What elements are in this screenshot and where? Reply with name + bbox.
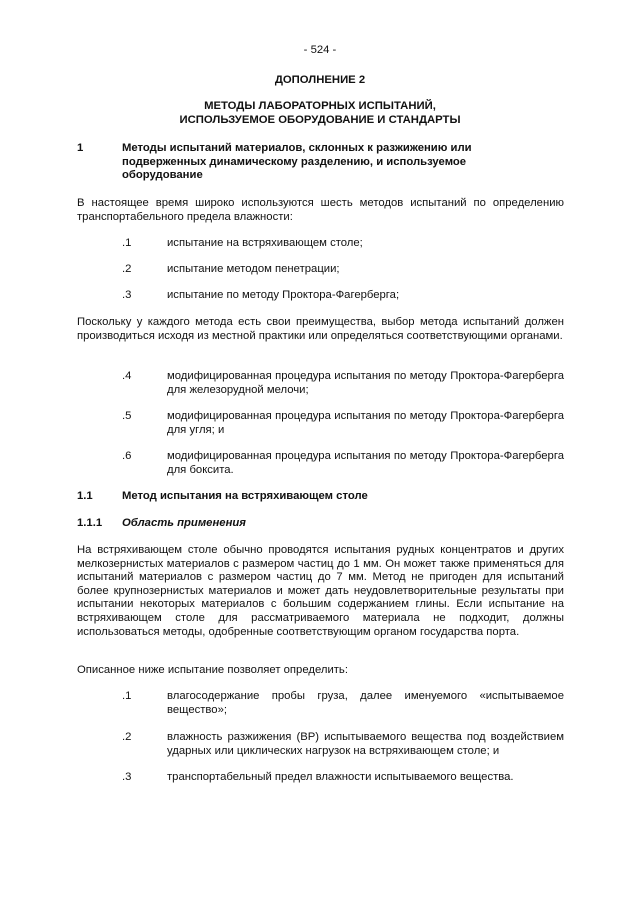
main-title-line-2: ИСПОЛЬЗУЕМОЕ ОБОРУДОВАНИЕ И СТАНДАРТЫ: [179, 114, 461, 126]
determine-item-1-text: влагосодержание пробы груза, далее именуемого «испытываемое вещество»;: [167, 690, 564, 716]
section-1-1-1-title: Область применения: [122, 517, 246, 529]
determine-item-3-number: .3: [122, 771, 132, 783]
determine-paragraph: Описанное ниже испытание позволяет определить:: [77, 664, 348, 676]
section-1-title: Методы испытаний материалов, склонных к разжижению или подверженных динамическому разделению, и используемое оборудование: [122, 142, 472, 182]
determine-item-2-number: .2: [122, 731, 132, 743]
method-1-text: испытание на встряхивающем столе;: [167, 237, 363, 249]
method-5-text: модифицированная процедура испытания по методу Проктора-Фагерберга для угля; и: [167, 410, 564, 436]
scope-paragraph: На встряхивающем столе обычно проводятся испытания рудных концентратов и других мелкозернистых материалов с размером частиц до 1 мм. Он может также применяться для испытаний материалов с размером частиц до 7 мм. Метод не пригоден для испытаний более крупнозернистых материалов и может дать неудовлетворительные результаты при испытании некоторых материалов с большим содержанием глины. Если испытание на встряхивающем столе для рассматриваемого материала не подходит, должны использоваться методы, одобренные соответствующим органом государства порта.: [77, 544, 564, 638]
method-3-number: .3: [122, 289, 132, 301]
method-2-text: испытание методом пенетрации;: [167, 263, 340, 275]
intro-paragraph: В настоящее время широко используются шесть методов испытаний по определению транспортабельного предела влажности:: [77, 197, 564, 223]
page-number: - 524 -: [303, 44, 337, 56]
section-1-number: 1: [77, 142, 84, 154]
section-1-1-1-number: 1.1.1: [77, 517, 103, 529]
method-1-number: .1: [122, 237, 132, 249]
appendix-title: ДОПОЛНЕНИЕ 2: [274, 74, 366, 86]
method-4-text: модифицированная процедура испытания по методу Проктора-Фагерберга для железорудной мелочи;: [167, 370, 564, 396]
section-1-1-number: 1.1: [77, 490, 93, 502]
main-title-line-1: МЕТОДЫ ЛАБОРАТОРНЫХ ИСПЫТАНИЙ,: [204, 100, 436, 112]
middle-paragraph: Поскольку у каждого метода есть свои преимущества, выбор метода испытаний должен производиться исходя из местной практики или определяться соответствующими органами.: [77, 316, 564, 342]
section-1-1-title: Метод испытания на встряхивающем столе: [122, 490, 368, 502]
method-6-text: модифицированная процедура испытания по методу Проктора-Фагерберга для боксита.: [167, 450, 564, 476]
method-5-number: .5: [122, 410, 132, 422]
method-3-text: испытание по методу Проктора-Фагерберга;: [167, 289, 400, 301]
determine-item-1-number: .1: [122, 690, 132, 702]
method-6-number: .6: [122, 450, 132, 462]
determine-item-2-text: влажность разжижения (ВР) испытываемого вещества под воздействием ударных или циклических нагрузок на встряхивающем столе; и: [167, 731, 564, 757]
determine-item-3-text: транспортабельный предел влажности испытываемого вещества.: [167, 771, 514, 783]
method-2-number: .2: [122, 263, 132, 275]
method-4-number: .4: [122, 370, 132, 382]
